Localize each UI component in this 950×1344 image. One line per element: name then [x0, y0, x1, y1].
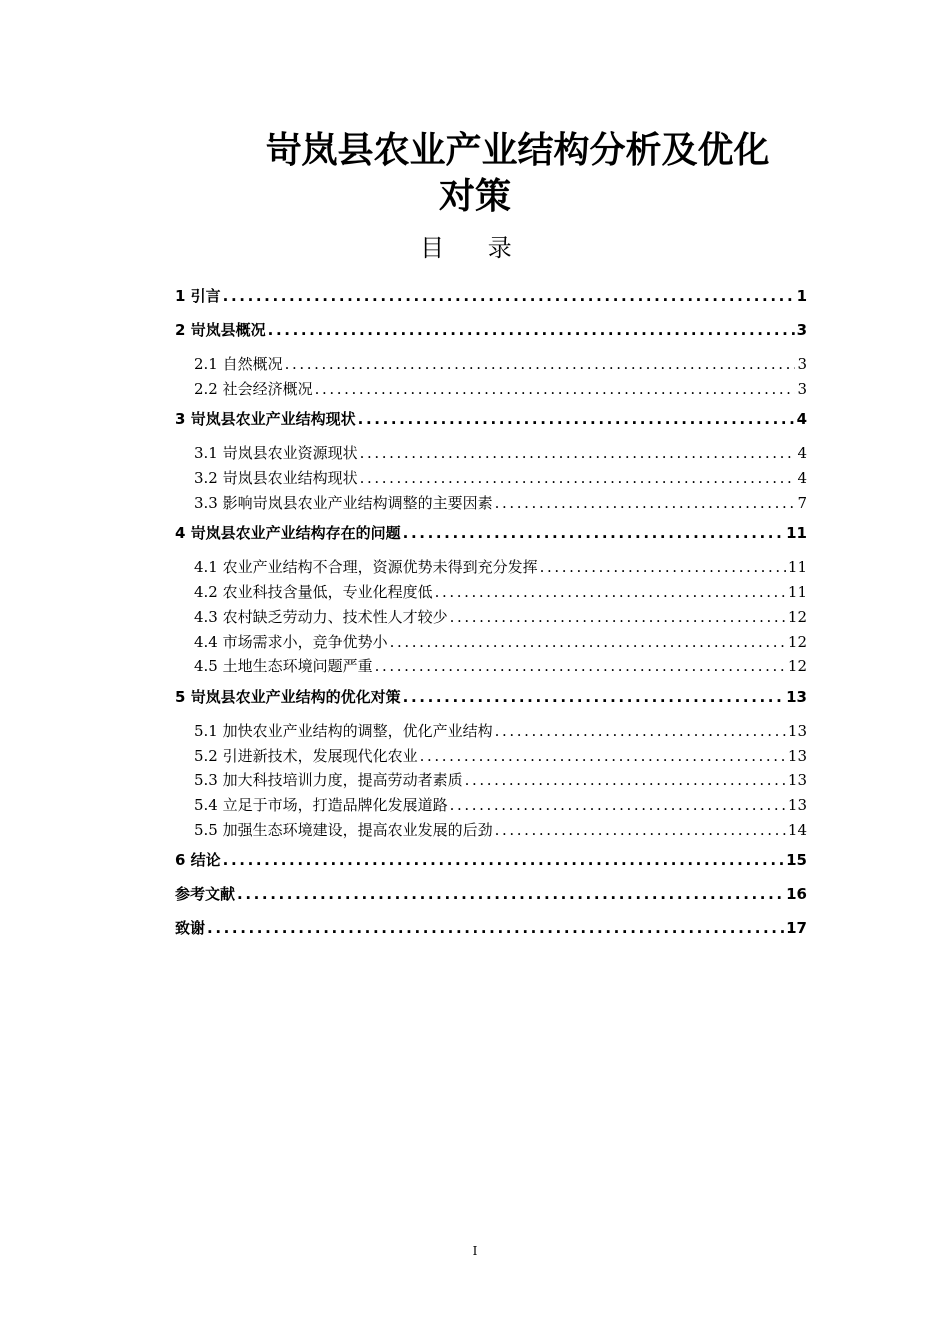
toc-leader-dots	[403, 685, 784, 709]
toc-leader-dots	[540, 555, 786, 579]
toc-entry[interactable]	[175, 882, 807, 916]
toc-entry-label: 3.2 岢岚县农业结构现状	[194, 469, 358, 488]
toc-entry-page: 13	[787, 746, 807, 765]
toc-entry-page: 1	[796, 287, 807, 305]
document-title-line2: 对策	[438, 176, 511, 217]
toc-heading: 目 录	[420, 234, 530, 262]
toc-leader-dots	[450, 793, 786, 817]
toc-leader-dots	[360, 441, 796, 465]
toc-entry-page: 13	[787, 721, 807, 740]
toc-leader-dots	[375, 654, 786, 678]
toc-entry-label: 4.5 土地生态环境问题严重	[194, 657, 373, 676]
toc-entry-page: 14	[787, 820, 807, 839]
toc-leader-dots	[390, 630, 786, 654]
toc-leader-dots	[315, 377, 796, 401]
toc-entry-page: 12	[787, 607, 807, 626]
toc-entry-label: 5.5 加强生态环境建设，提高农业发展的后劲	[194, 820, 493, 839]
document-title-line1: 岢岚县农业产业结构分析及优化	[265, 130, 770, 171]
toc-entry[interactable]	[175, 441, 807, 466]
toc-entry[interactable]	[175, 491, 807, 516]
toc-entry-page: 12	[787, 657, 807, 676]
toc-entry-label: 5.2 引进新技术，发展现代化农业	[194, 746, 418, 765]
toc-entry-page: 4	[797, 469, 807, 488]
toc-entry-label: 4 岢岚县农业产业结构存在的问题	[175, 524, 401, 543]
toc-leader-dots	[450, 605, 786, 629]
toc-entry[interactable]	[175, 654, 807, 679]
toc-entry-label: 4.2 农业科技含量低，专业化程度低	[194, 583, 433, 602]
toc-entry[interactable]	[175, 555, 807, 580]
toc-leader-dots	[495, 719, 786, 743]
toc-leader-dots	[223, 284, 795, 308]
toc-entry[interactable]	[175, 377, 807, 402]
toc-entry-label: 4.4 市场需求小，竞争优势小	[194, 632, 388, 651]
toc-entry-label: 3.3 影响岢岚县农业产业结构调整的主要因素	[194, 493, 493, 512]
toc-entry[interactable]	[175, 466, 807, 491]
toc-entry[interactable]	[175, 407, 807, 441]
toc-entry-label: 3 岢岚县农业产业结构现状	[175, 410, 356, 429]
toc-entry-label: 2.2 社会经济概况	[194, 379, 313, 398]
toc-entry[interactable]	[175, 818, 807, 843]
toc-entry-label: 5 岢岚县农业产业结构的优化对策	[175, 687, 401, 706]
toc-leader-dots	[358, 407, 795, 431]
toc-entry-page: 12	[787, 632, 807, 651]
toc-entry-label: 4.1 农业产业结构不合理，资源优势未得到充分发挥	[194, 558, 538, 577]
toc-entry[interactable]	[175, 744, 807, 769]
toc-entry-label: 参考文献	[175, 885, 236, 904]
toc-entry-label: 4.3 农村缺乏劳动力、技术性人才较少	[194, 607, 448, 626]
toc-entry-label: 5.4 立足于市场，打造品牌化发展道路	[194, 795, 448, 814]
toc-entry[interactable]	[175, 630, 807, 655]
toc-entry[interactable]	[175, 768, 807, 793]
toc-entry-page: 15	[786, 851, 807, 870]
toc-entry-page: 16	[786, 885, 807, 904]
toc-entry[interactable]	[175, 580, 807, 605]
toc-entry-page: 13	[787, 771, 807, 790]
toc-entry-label: 致谢	[175, 919, 206, 938]
toc-leader-dots	[207, 916, 784, 940]
toc-entry-label: 5.1 加快农业产业结构的调整，优化产业结构	[194, 721, 493, 740]
toc-leader-dots	[465, 768, 786, 792]
toc-entry-page: 3	[797, 355, 807, 373]
toc-leader-dots	[403, 521, 784, 545]
toc-entry[interactable]	[175, 521, 807, 555]
toc-entry-page: 4	[797, 444, 807, 463]
toc-entry[interactable]	[175, 916, 807, 950]
toc-entry-page: 3	[797, 379, 807, 398]
toc-leader-dots	[285, 352, 796, 376]
toc-entry-label: 3.1 岢岚县农业资源现状	[194, 444, 358, 463]
toc-entry[interactable]	[175, 719, 807, 744]
toc-entry-label: 6 结论	[175, 851, 221, 870]
toc-entry[interactable]	[175, 793, 807, 818]
document-title	[0, 128, 950, 220]
toc-leader-dots	[495, 818, 786, 842]
toc-leader-dots	[495, 491, 796, 515]
toc-leader-dots	[268, 318, 795, 342]
toc-entry[interactable]	[175, 685, 807, 719]
toc-entry-label: 2 岢岚县概况	[175, 321, 266, 339]
toc-entry-page: 17	[786, 919, 807, 938]
toc-entry[interactable]	[175, 318, 807, 352]
toc-entry-page: 13	[787, 795, 807, 814]
toc-entry-label: 1 引言	[175, 287, 221, 305]
toc-entry-page: 3	[796, 321, 807, 339]
toc-entry-page: 7	[797, 493, 807, 512]
toc-entry-page: 4	[796, 410, 807, 429]
toc-entry-page: 11	[786, 524, 807, 543]
toc-leader-dots	[420, 744, 786, 768]
toc-leader-dots	[237, 882, 784, 906]
toc-entry-label: 2.1 自然概况	[194, 355, 283, 373]
table-of-contents	[175, 284, 807, 950]
toc-entry-page: 11	[787, 583, 807, 602]
toc-entry[interactable]	[175, 284, 807, 318]
toc-entry[interactable]	[175, 605, 807, 630]
toc-entry-page: 13	[786, 687, 807, 706]
toc-entry[interactable]	[175, 352, 807, 377]
toc-entry-page: 11	[787, 558, 807, 577]
toc-entry-label: 5.3 加大科技培训力度，提高劳动者素质	[194, 771, 463, 790]
footer-page-number: I	[472, 1244, 478, 1258]
toc-leader-dots	[360, 466, 796, 490]
toc-leader-dots	[435, 580, 786, 604]
toc-leader-dots	[223, 848, 784, 872]
toc-entry[interactable]	[175, 848, 807, 882]
